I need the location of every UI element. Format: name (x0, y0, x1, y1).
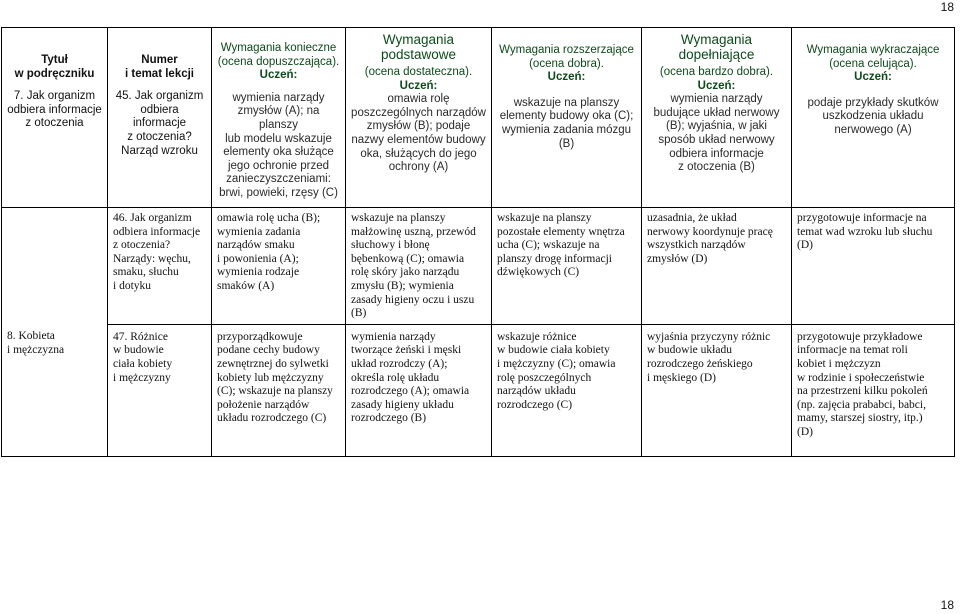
req-line: (D) (797, 239, 813, 252)
req2-title: Wymagania (382, 32, 455, 47)
req-line: w rodzinie i społeczeństwie (797, 371, 925, 384)
req-line: słuchowy i błonę (351, 239, 430, 252)
lesson-line: i dotyku (113, 279, 152, 292)
req-line: (B) (558, 137, 575, 150)
req-line: kobiety lub mężczyzny (217, 371, 324, 384)
req3-cell (492, 208, 642, 325)
req-line: brwi, powieki, rzęsy (C) (219, 186, 338, 199)
req-line: (B); wyjaśnia, w jaki (666, 120, 767, 133)
lesson-line: Narząd wzroku (121, 144, 198, 157)
lesson-line: z otoczenia? (113, 239, 171, 252)
req-line: w budowie ciała kobiety (497, 344, 610, 357)
req-line: wskazuje różnice (497, 330, 577, 343)
req-line: zanieczyszczeniami: (226, 173, 331, 186)
req-line: kobiet i mężczyzn (797, 357, 881, 370)
req-line: wymienia zadania mózgu (501, 123, 632, 136)
req-line: sposób układ nerwowy (658, 133, 775, 146)
lesson-line: 47. Różnice (113, 330, 168, 343)
lesson-line: Narządy: węchu, (113, 252, 191, 265)
lesson-line: smaku, słuchu (113, 266, 179, 279)
req-line: wymienia narządy (351, 330, 436, 343)
req-line: podaje przykłady skutków (807, 96, 939, 109)
header-row (2, 28, 955, 208)
chapter-line: i mężczyzna (7, 343, 65, 356)
req-line: małżowinę uszną, przewód (351, 225, 476, 238)
req5-student: Uczeń: (854, 71, 892, 84)
req-line: elementy budowy oka (C); (499, 110, 634, 123)
req5-grade: (ocena celująca). (829, 57, 917, 70)
req-line: zmysłów (B); podaje (366, 120, 471, 133)
req3-cell (492, 324, 642, 456)
header-title-cell (2, 28, 108, 208)
req-line: smaków (A) (217, 279, 275, 292)
req-line: pozostałe elementy wnętrza (497, 225, 625, 238)
lesson-line: 45. Jak organizm (115, 90, 204, 103)
chapter-line: z otoczenia (25, 117, 84, 130)
req-line: (np. zajęcia prababci, babci, (797, 398, 926, 411)
req4-cell (642, 208, 792, 325)
req-line: zasady higieny oczu i uszu (351, 293, 475, 306)
req-line: rozrodczego (B) (351, 412, 427, 425)
req-line: temat wad wzroku lub słuchu (797, 225, 933, 238)
req-line: przygotowuje przykładowe (797, 330, 923, 343)
req-line: wymienia zadania (217, 225, 301, 238)
req-line: położenie narządów (217, 398, 310, 411)
req5-cell (792, 324, 955, 456)
req-line: układ rozrodczy (A); (351, 357, 448, 370)
req4-grade: (ocena bardzo dobra). (659, 66, 774, 78)
chapter-line: 7. Jak organizm (13, 90, 96, 103)
req-line: nerwowy koordynuje pracę (647, 225, 773, 238)
header-req4-cell (642, 28, 792, 208)
req3-student: Uczeń: (547, 71, 586, 84)
req-line: i powonienia (A); (217, 252, 299, 265)
req-line: i męskiego (D) (647, 371, 716, 384)
req2-grade: (ocena dostateczna). (364, 66, 473, 78)
req-line: poszczególnych narządów (351, 106, 486, 119)
req-line: oka, służących do jego (360, 147, 477, 160)
req-line: zmysłu (B); wymienia (351, 279, 454, 292)
req-line: lub modelu wskazuje (225, 132, 332, 145)
req-line: nerwowego (A) (834, 123, 912, 136)
req-line: narządów smaku (217, 239, 295, 252)
lesson-line: odbiera informacje (113, 225, 201, 238)
req-line: przygotowuje informacje na (797, 212, 927, 224)
req-line: planszy drogę informacji (497, 252, 612, 265)
req-line: uszkodzenia układu (822, 110, 924, 123)
requirements-table (1, 27, 955, 457)
req-line: na przestrzeni kilku pokoleń (797, 385, 928, 398)
req-line: wskazuje na planszy (497, 212, 592, 224)
req-line: omawia rolę (387, 93, 450, 106)
header-title-line: w podręczniku (14, 67, 95, 80)
req-line: układu rozrodczego (C) (217, 412, 327, 425)
req5-cell (792, 208, 955, 325)
lesson-line: z otoczenia? (127, 130, 192, 143)
lesson-line: odbiera informacje (132, 103, 187, 130)
header-req2-cell (346, 28, 492, 208)
req-line: zasady higieny układu (351, 398, 454, 411)
chapter-line: 8. Kobieta (7, 330, 55, 343)
req-line: (B) (351, 307, 367, 320)
req-line: wskazuje na planszy (351, 212, 446, 224)
req-line: jego ochronie przed (227, 159, 329, 172)
req-line: ochrony (A) (388, 161, 449, 174)
chapter-cell (2, 324, 108, 456)
req-line: mamy, starszej siostry, itp.) (797, 412, 923, 425)
chapter-line: odbiera informacje (7, 103, 102, 116)
req2-cell (346, 324, 492, 456)
req-line: dźwiękowych (C) (497, 266, 580, 279)
req5-title: Wymagania wykraczające (806, 44, 940, 56)
req-line: przyporządkowuje (217, 330, 303, 343)
req-line: tworzące żeński i męski (351, 344, 462, 357)
req2-cell (346, 208, 492, 325)
req-line: omawia rolę ucha (B); (217, 212, 321, 224)
lesson-line: ciała kobiety (113, 357, 173, 370)
req-line: rolę skóry jako narządu (351, 266, 460, 279)
req-line: uzasadnia, że układ (647, 212, 737, 224)
lesson-line: 46. Jak organizm (113, 212, 192, 224)
req1-student: Uczeń: (259, 69, 298, 82)
lesson-line: w budowie (113, 344, 164, 357)
req-line: rolę poszczególnych (497, 371, 592, 384)
header-req3-cell (492, 28, 642, 208)
req2-student: Uczeń: (399, 79, 438, 92)
req-line: (D) (797, 425, 813, 438)
header-lesson-line: i temat lekcji (124, 67, 195, 80)
header-req1-cell (212, 28, 346, 208)
req1-cell (212, 324, 346, 456)
req-line: określa rolę układu (351, 371, 440, 384)
req-line: rozrodczego żeńskiego (647, 357, 753, 370)
lesson-line: i mężczyzny (113, 371, 171, 384)
req-line: (C); wskazuje na planszy (217, 385, 333, 398)
req3-title: Wymagania rozszerzające (499, 44, 634, 56)
req-line: zewnętrznej do sylwetki (217, 357, 329, 370)
req-line: w budowie układu (647, 344, 732, 357)
req4-title: Wymagania (680, 32, 753, 47)
table-row (2, 208, 955, 325)
req-line: narządów układu (497, 385, 576, 398)
lesson-cell (108, 208, 212, 325)
req-line: rozrodczego (A); omawia (351, 385, 470, 398)
header-lesson-cell (108, 28, 212, 208)
header-req5-cell (792, 28, 955, 208)
req-line: podane cechy budowy (217, 344, 320, 357)
req-line: i mężczyzny (C); omawia (497, 357, 616, 370)
req-line: zmysłów (D) (647, 252, 708, 265)
req-line: budujące układ nerwowy (653, 106, 780, 119)
req4-cell (642, 324, 792, 456)
lesson-cell (108, 324, 212, 456)
req-line: z otoczenia (B) (678, 161, 755, 174)
header-lesson-line: Numer (141, 54, 178, 66)
req-line: odbiera informacje (669, 147, 764, 160)
header-title-line: Tytuł (41, 54, 68, 66)
req-line: nazwy elementów budowy (351, 133, 486, 146)
req-line: wymienia narządy (670, 93, 763, 106)
req-line: wymienia rodzaje (217, 266, 300, 279)
req3-grade: (ocena dobra). (529, 57, 604, 70)
page-number-top: 18 (940, 0, 954, 14)
req-line: rozrodczego (C) (497, 398, 573, 411)
req1-cell (212, 208, 346, 325)
req1-grade: (ocena dopuszczająca). (217, 55, 340, 68)
req-line: bębenkową (C); omawia (351, 252, 465, 265)
chapter-cell-empty (2, 208, 108, 325)
req-line: wymienia narządy (232, 91, 325, 104)
req2-title: podstawowe (380, 47, 457, 62)
req-line: zmysłów (A); na planszy (237, 105, 320, 131)
req-line: informacje na temat roli (797, 344, 908, 357)
req-line: wyjaśnia przyczyny różnic (647, 330, 771, 343)
req4-title: dopełniające (678, 47, 755, 62)
table-row (2, 324, 955, 456)
req4-student: Uczeń: (697, 79, 736, 92)
req1-title: Wymagania konieczne (220, 42, 337, 54)
req-line: ucha (C); wskazuje na (497, 239, 600, 252)
req-line: wszystkich narządów (647, 239, 746, 252)
req-line: wskazuje na planszy (513, 96, 620, 109)
req-line: elementy oka służące (223, 146, 334, 159)
page-number-bottom: 18 (940, 598, 954, 612)
